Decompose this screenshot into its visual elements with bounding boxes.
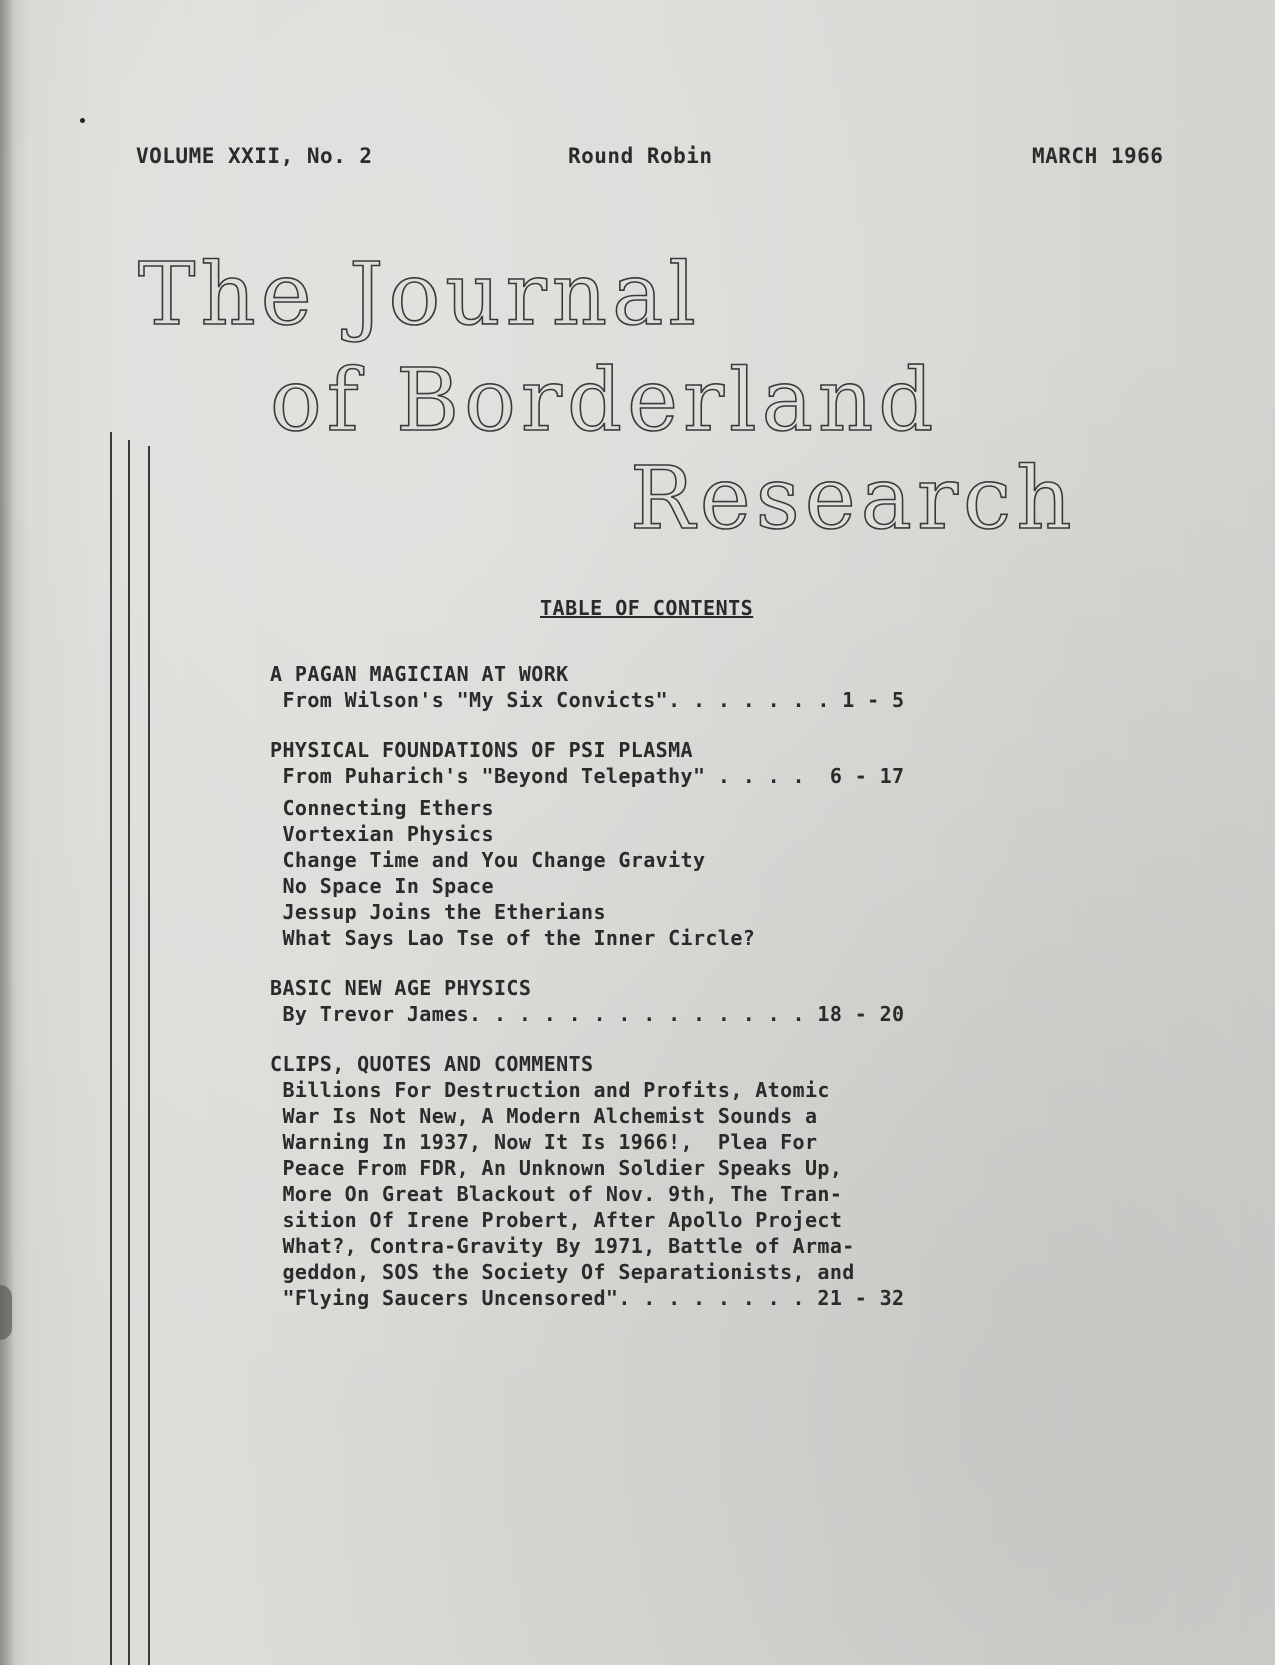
title-line-3: Research [630, 449, 1077, 549]
toc-section-title: A PAGAN MAGICIAN AT WORK [270, 662, 569, 686]
toc-entry: From Puharich's "Beyond Telepathy" . . . . 6 - 17 [270, 764, 905, 788]
toc-subentry: Connecting Ethers [270, 796, 494, 820]
border-line-outer-vertical [110, 432, 112, 1665]
toc-entry: sition Of Irene Probert, After Apollo Project [270, 1208, 843, 1232]
speck-mark [80, 118, 85, 123]
volume-number: VOLUME XXII, No. 2 [136, 144, 373, 168]
toc-entry: From Wilson's "My Six Convicts". . . . . . . 1 - 5 [270, 688, 905, 712]
border-line-middle-vertical [128, 440, 130, 1665]
toc-entry: More On Great Blackout of Nov. 9th, The Tran- [270, 1182, 843, 1206]
toc-subentry: Vortexian Physics [270, 822, 494, 846]
toc-subentry: Jessup Joins the Etherians [270, 900, 606, 924]
toc-section-title: BASIC NEW AGE PHYSICS [270, 976, 532, 1000]
toc-section-title: CLIPS, QUOTES AND COMMENTS [270, 1052, 594, 1076]
publication-subtitle: Round Robin [568, 144, 713, 168]
title-line-2: of Borderland [270, 351, 939, 451]
toc-heading: TABLE OF CONTENTS [540, 596, 754, 620]
toc-entry: War Is Not New, A Modern Alchemist Sounds a [270, 1104, 818, 1128]
toc-entry: geddon, SOS the Society Of Separationists, and [270, 1260, 855, 1284]
toc-entry: Warning In 1937, Now It Is 1966!, Plea For [270, 1130, 818, 1154]
toc-section-title: PHYSICAL FOUNDATIONS OF PSI PLASMA [270, 738, 693, 762]
toc-entry: "Flying Saucers Uncensored". . . . . . . . 21 - 32 [270, 1286, 905, 1310]
toc-subentry: What Says Lao Tse of the Inner Circle? [270, 926, 756, 950]
toc-entry: By Trevor James. . . . . . . . . . . . . . 18 - 20 [270, 1002, 905, 1026]
toc-subentry: No Space In Space [270, 874, 494, 898]
issue-date: MARCH 1966 [1032, 144, 1164, 168]
toc-subentry: Change Time and You Change Gravity [270, 848, 706, 872]
title-line-1: The Journal [138, 245, 701, 345]
toc-entry: What?, Contra-Gravity By 1971, Battle of Arma- [270, 1234, 855, 1258]
toc-entry: Billions For Destruction and Profits, Atomic [270, 1078, 830, 1102]
border-line-inner-vertical [148, 446, 150, 1665]
toc-entry: Peace From FDR, An Unknown Soldier Speaks Up, [270, 1156, 843, 1180]
page-edge-shadow [0, 0, 14, 1665]
page-stain [0, 1285, 12, 1340]
